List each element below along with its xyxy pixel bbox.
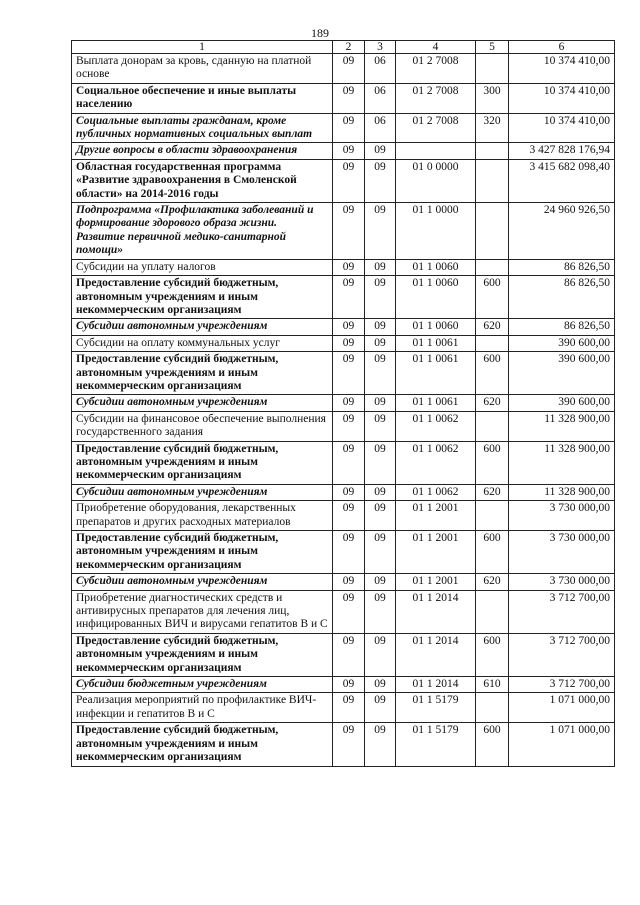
row-name-cell: Субсидии на финансовое обеспечение выполнения государственного задания: [72, 411, 333, 441]
row-section-cell: 09: [333, 259, 365, 275]
row-amount-cell: 3 730 000,00: [509, 531, 615, 574]
row-subsection-cell: 06: [365, 54, 396, 84]
row-target-code-cell: 01 0 0000: [396, 159, 476, 202]
row-amount-cell: 3 730 000,00: [509, 574, 615, 590]
row-subsection-cell: 09: [365, 159, 396, 202]
row-name-cell: Субсидии автономным учреждениям: [72, 319, 333, 335]
table-row: [72, 531, 615, 574]
row-subsection-cell: 09: [365, 723, 396, 766]
row-subsection-cell: 09: [365, 203, 396, 260]
header-col-6: 6: [509, 41, 615, 54]
row-name-cell: Предоставление субсидий бюджетным, автономным учреждениям и иным некоммерческим организациям: [72, 531, 333, 574]
row-expense-type-cell: 600: [476, 352, 509, 395]
row-name-cell: Областная государственная программа «Развитие здравоохранения в Смоленской области» на 2014-2016 годы: [72, 159, 333, 202]
row-target-code-cell: 01 1 2001: [396, 501, 476, 531]
table-header-row: [72, 41, 615, 54]
row-subsection-cell: 09: [365, 259, 396, 275]
row-name-cell: Субсидии автономным учреждениям: [72, 484, 333, 500]
row-subsection-cell: 09: [365, 441, 396, 484]
row-name-cell: Приобретение оборудования, лекарственных препаратов и других расходных материалов: [72, 501, 333, 531]
table-row: [72, 159, 615, 202]
row-target-code-cell: 01 1 2014: [396, 677, 476, 693]
table-row: [72, 693, 615, 723]
row-expense-type-cell: [476, 411, 509, 441]
row-target-code-cell: 01 1 0062: [396, 484, 476, 500]
header-col-1: 1: [72, 41, 333, 54]
row-target-code-cell: 01 1 0062: [396, 441, 476, 484]
row-subsection-cell: 09: [365, 276, 396, 319]
row-subsection-cell: 09: [365, 484, 396, 500]
row-expense-type-cell: [476, 693, 509, 723]
table-row: [72, 723, 615, 766]
row-amount-cell: 3 712 700,00: [509, 633, 615, 676]
row-name-cell: Подпрограмма «Профилактика заболеваний и формирование здорового образа жизни. Развитие первичной медико-санитарной помощи»: [72, 203, 333, 260]
row-amount-cell: 3 712 700,00: [509, 590, 615, 633]
row-section-cell: 09: [333, 276, 365, 319]
table-row: [72, 113, 615, 143]
row-target-code-cell: 01 2 7008: [396, 113, 476, 143]
row-subsection-cell: 09: [365, 501, 396, 531]
row-target-code-cell: 01 1 5179: [396, 693, 476, 723]
row-section-cell: 09: [333, 633, 365, 676]
row-section-cell: 09: [333, 395, 365, 411]
row-amount-cell: 390 600,00: [509, 395, 615, 411]
row-section-cell: 09: [333, 83, 365, 113]
table-row: [72, 574, 615, 590]
table-row: [72, 352, 615, 395]
row-name-cell: Предоставление субсидий бюджетным, автономным учреждениям и иным некоммерческим организациям: [72, 723, 333, 766]
row-section-cell: 09: [333, 723, 365, 766]
header-col-3: 3: [365, 41, 396, 54]
row-expense-type-cell: 600: [476, 276, 509, 319]
row-name-cell: Предоставление субсидий бюджетным, автономным учреждениям и иным некоммерческим организациям: [72, 633, 333, 676]
row-section-cell: 09: [333, 693, 365, 723]
row-expense-type-cell: 600: [476, 633, 509, 676]
row-expense-type-cell: [476, 54, 509, 84]
row-subsection-cell: 09: [365, 319, 396, 335]
row-section-cell: 09: [333, 531, 365, 574]
row-subsection-cell: 09: [365, 335, 396, 351]
row-target-code-cell: 01 1 5179: [396, 723, 476, 766]
row-target-code-cell: 01 1 0062: [396, 411, 476, 441]
row-expense-type-cell: [476, 159, 509, 202]
row-amount-cell: 86 826,50: [509, 319, 615, 335]
row-section-cell: 09: [333, 335, 365, 351]
row-name-cell: Предоставление субсидий бюджетным, автономным учреждениям и иным некоммерческим организациям: [72, 352, 333, 395]
table-row: [72, 633, 615, 676]
row-subsection-cell: 09: [365, 677, 396, 693]
table-row: [72, 54, 615, 84]
row-amount-cell: 1 071 000,00: [509, 693, 615, 723]
header-col-2: 2: [333, 41, 365, 54]
row-name-cell: Социальное обеспечение и иные выплаты населению: [72, 83, 333, 113]
row-target-code-cell: 01 1 0061: [396, 395, 476, 411]
row-target-code-cell: 01 1 0061: [396, 335, 476, 351]
row-section-cell: 09: [333, 143, 365, 159]
table-row: [72, 319, 615, 335]
row-name-cell: Приобретение диагностических средств и антивирусных препаратов для лечения лиц, инфицированных ВИЧ и вирусами гепатитов В и С: [72, 590, 333, 633]
row-section-cell: 09: [333, 113, 365, 143]
row-name-cell: Субсидии на оплату коммунальных услуг: [72, 335, 333, 351]
row-amount-cell: 10 374 410,00: [509, 83, 615, 113]
row-subsection-cell: 09: [365, 633, 396, 676]
row-name-cell: Реализация мероприятий по профилактике ВИЧ-инфекции и гепатитов В и С: [72, 693, 333, 723]
row-expense-type-cell: 320: [476, 113, 509, 143]
table-row: [72, 411, 615, 441]
row-section-cell: 09: [333, 441, 365, 484]
row-target-code-cell: 01 1 0060: [396, 259, 476, 275]
row-target-code-cell: 01 1 2001: [396, 574, 476, 590]
row-expense-type-cell: 620: [476, 395, 509, 411]
header-col-4: 4: [396, 41, 476, 54]
table-row: [72, 203, 615, 260]
row-name-cell: Субсидии бюджетным учреждениям: [72, 677, 333, 693]
row-name-cell: Предоставление субсидий бюджетным, автономным учреждениям и иным некоммерческим организациям: [72, 276, 333, 319]
row-section-cell: 09: [333, 352, 365, 395]
row-section-cell: 09: [333, 501, 365, 531]
table-row: [72, 441, 615, 484]
row-expense-type-cell: 610: [476, 677, 509, 693]
row-section-cell: 09: [333, 484, 365, 500]
row-expense-type-cell: 620: [476, 574, 509, 590]
table-row: [72, 83, 615, 113]
row-amount-cell: 3 730 000,00: [509, 501, 615, 531]
row-target-code-cell: 01 2 7008: [396, 83, 476, 113]
row-amount-cell: 10 374 410,00: [509, 113, 615, 143]
row-amount-cell: 390 600,00: [509, 335, 615, 351]
row-name-cell: Другие вопросы в области здравоохранения: [72, 143, 333, 159]
row-name-cell: Субсидии на уплату налогов: [72, 259, 333, 275]
row-expense-type-cell: [476, 203, 509, 260]
table-row: [72, 143, 615, 159]
row-section-cell: 09: [333, 54, 365, 84]
row-subsection-cell: 09: [365, 352, 396, 395]
row-amount-cell: 10 374 410,00: [509, 54, 615, 84]
table-row: [72, 276, 615, 319]
row-target-code-cell: [396, 143, 476, 159]
row-amount-cell: 24 960 926,50: [509, 203, 615, 260]
row-expense-type-cell: [476, 501, 509, 531]
row-name-cell: Социальные выплаты гражданам, кроме публичных нормативных социальных выплат: [72, 113, 333, 143]
row-expense-type-cell: 620: [476, 484, 509, 500]
row-name-cell: Выплата донорам за кровь, сданную на платной основе: [72, 54, 333, 84]
row-subsection-cell: 06: [365, 83, 396, 113]
row-expense-type-cell: [476, 259, 509, 275]
budget-table: [71, 40, 615, 767]
row-target-code-cell: 01 2 7008: [396, 54, 476, 84]
row-amount-cell: 390 600,00: [509, 352, 615, 395]
row-name-cell: Субсидии автономным учреждениям: [72, 574, 333, 590]
row-amount-cell: 86 826,50: [509, 259, 615, 275]
row-expense-type-cell: 600: [476, 531, 509, 574]
row-section-cell: 09: [333, 574, 365, 590]
row-subsection-cell: 09: [365, 411, 396, 441]
row-name-cell: Субсидии автономным учреждениям: [72, 395, 333, 411]
row-expense-type-cell: 300: [476, 83, 509, 113]
row-amount-cell: 11 328 900,00: [509, 411, 615, 441]
row-expense-type-cell: 600: [476, 723, 509, 766]
row-section-cell: 09: [333, 159, 365, 202]
header-col-5: 5: [476, 41, 509, 54]
row-section-cell: 09: [333, 590, 365, 633]
row-amount-cell: 1 071 000,00: [509, 723, 615, 766]
row-target-code-cell: 01 1 0061: [396, 352, 476, 395]
table-row: [72, 259, 615, 275]
table-row: [72, 335, 615, 351]
row-amount-cell: 3 415 682 098,40: [509, 159, 615, 202]
table-row: [72, 590, 615, 633]
row-subsection-cell: 09: [365, 693, 396, 723]
row-amount-cell: 86 826,50: [509, 276, 615, 319]
row-target-code-cell: 01 1 2014: [396, 590, 476, 633]
row-target-code-cell: 01 1 2014: [396, 633, 476, 676]
row-amount-cell: 11 328 900,00: [509, 441, 615, 484]
row-target-code-cell: 01 1 0060: [396, 276, 476, 319]
row-target-code-cell: 01 1 0000: [396, 203, 476, 260]
row-expense-type-cell: [476, 143, 509, 159]
row-target-code-cell: 01 1 0060: [396, 319, 476, 335]
row-subsection-cell: 09: [365, 574, 396, 590]
row-amount-cell: 11 328 900,00: [509, 484, 615, 500]
row-section-cell: 09: [333, 319, 365, 335]
row-expense-type-cell: [476, 335, 509, 351]
table-row: [72, 484, 615, 500]
row-amount-cell: 3 427 828 176,94: [509, 143, 615, 159]
row-section-cell: 09: [333, 411, 365, 441]
row-name-cell: Предоставление субсидий бюджетным, автономным учреждениям и иным некоммерческим организациям: [72, 441, 333, 484]
row-expense-type-cell: 620: [476, 319, 509, 335]
row-section-cell: 09: [333, 203, 365, 260]
row-section-cell: 09: [333, 677, 365, 693]
row-subsection-cell: 09: [365, 590, 396, 633]
table-row: [72, 677, 615, 693]
row-subsection-cell: 09: [365, 531, 396, 574]
page-number: 189: [311, 26, 329, 40]
row-subsection-cell: 09: [365, 395, 396, 411]
row-expense-type-cell: [476, 590, 509, 633]
row-subsection-cell: 06: [365, 113, 396, 143]
table-row: [72, 501, 615, 531]
row-target-code-cell: 01 1 2001: [396, 531, 476, 574]
row-expense-type-cell: 600: [476, 441, 509, 484]
row-subsection-cell: 09: [365, 143, 396, 159]
row-amount-cell: 3 712 700,00: [509, 677, 615, 693]
table-row: [72, 395, 615, 411]
